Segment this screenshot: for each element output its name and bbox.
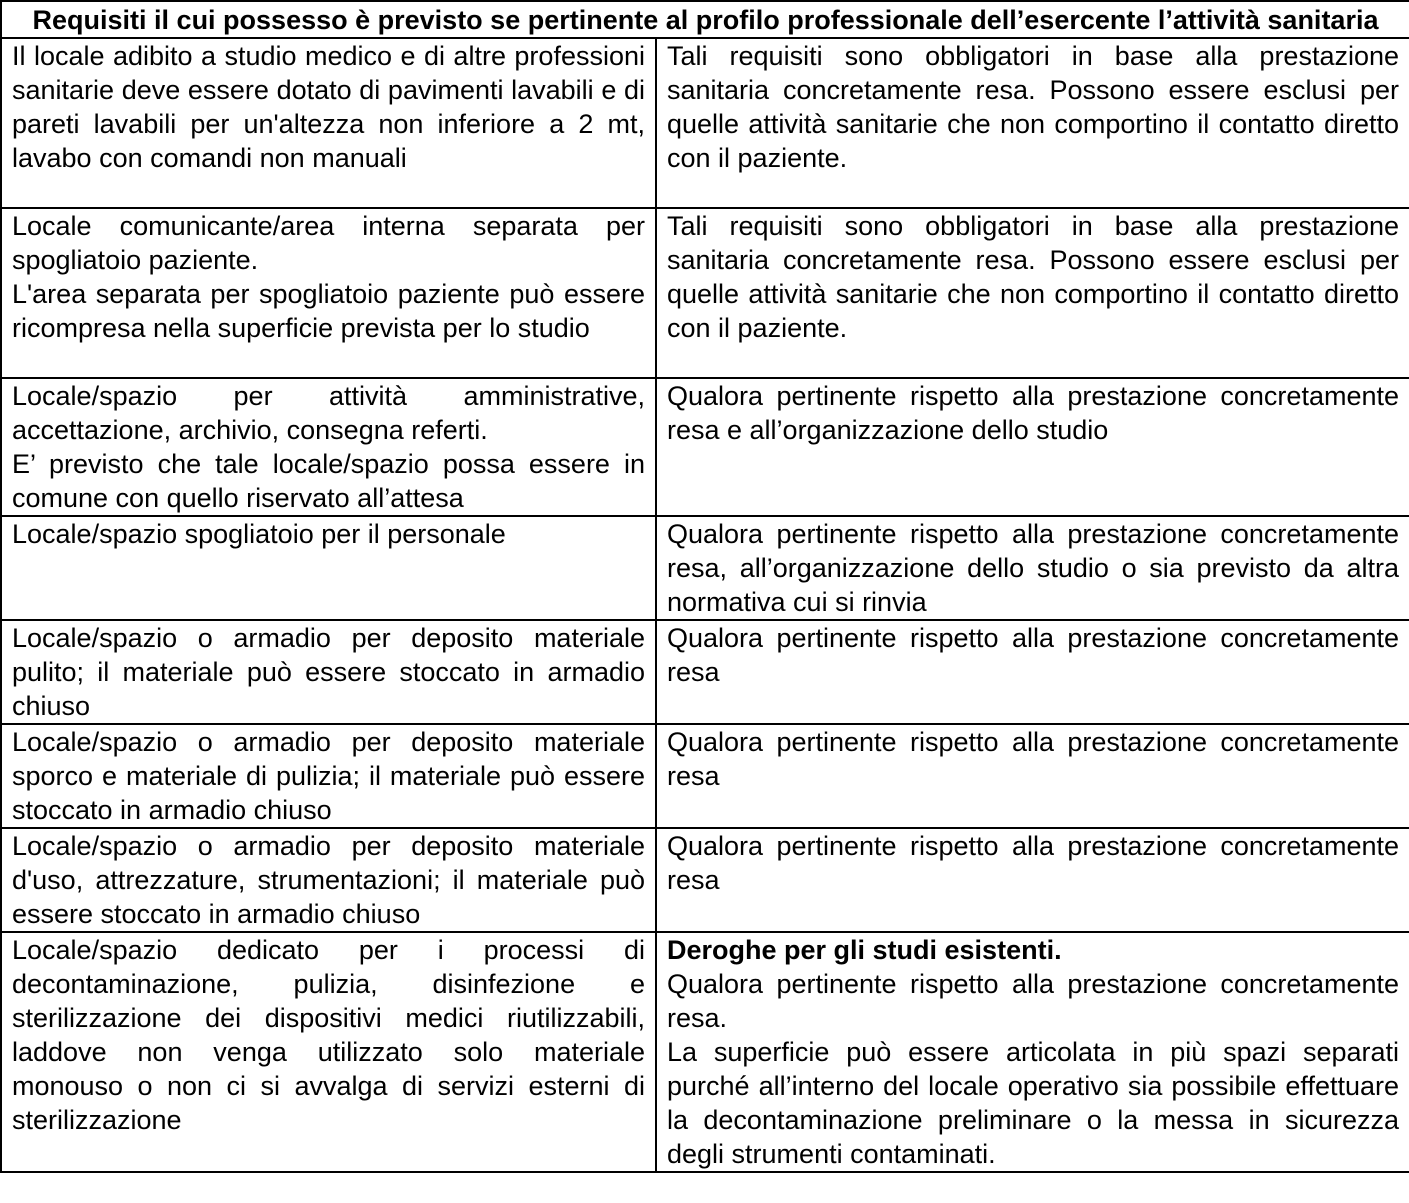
note-text: Qualora pertinente rispetto alla prestazione concretamente resa e all’organizzazione dello studio — [667, 381, 1400, 445]
note-cell — [656, 724, 1409, 828]
note-text: Tali requisiti sono obbligatori in base alla prestazione sanitaria concretamente resa. Possono essere esclusi per quelle attività sanitarie che non comportino il contatto diretto con il paziente. — [667, 41, 1400, 173]
requirement-cell — [1, 516, 656, 620]
table-row — [1, 932, 1409, 1172]
table-row — [1, 828, 1409, 932]
requirement-text: Locale/spazio spogliatoio per il personale — [12, 519, 506, 549]
table-row — [1, 208, 1409, 378]
requirement-cell — [1, 724, 656, 828]
note-cell — [656, 38, 1409, 208]
derogation-heading: Deroghe per gli studi esistenti. — [667, 935, 1062, 965]
requirement-text: Locale/spazio o armadio per deposito materiale pulito; il materiale può essere stoccato in armadio chiuso — [12, 623, 645, 721]
requirement-text: Il locale adibito a studio medico e di altre professioni sanitarie deve essere dotato di pavimenti lavabili e di pareti lavabili per un'altezza non inferiore a 2 mt, lavabo con comandi non manuali — [12, 41, 645, 173]
table-header: Requisiti il cui possesso è previsto se pertinente al profilo professionale dell’esercente l’attività sanitaria — [1, 1, 1409, 38]
requirement-text: Locale/spazio o armadio per deposito materiale sporco e materiale di pulizia; il materiale può essere stoccato in armadio chiuso — [12, 727, 645, 825]
requirement-cell — [1, 38, 656, 208]
table-row — [1, 516, 1409, 620]
requirement-cell — [1, 208, 656, 378]
requirement-text: Locale comunicante/area interna separata per spogliatoio paziente. — [12, 211, 645, 275]
note-text: Qualora pertinente rispetto alla prestazione concretamente resa — [667, 831, 1400, 895]
table-row — [1, 38, 1409, 208]
note-cell — [656, 516, 1409, 620]
note-text: Tali requisiti sono obbligatori in base alla prestazione sanitaria concretamente resa. Possono essere esclusi per quelle attività sanitarie che non comportino il contatto diretto con il paziente. — [667, 211, 1400, 343]
table-row — [1, 724, 1409, 828]
note-text: Qualora pertinente rispetto alla prestazione concretamente resa, all’organizzazione dello studio o sia previsto da altra normativa cui si rinvia — [667, 519, 1400, 617]
note-cell — [656, 620, 1409, 724]
note-cell — [656, 208, 1409, 378]
note-text: La superficie può essere articolata in più spazi separati purché all’interno del locale operativo sia possibile effettuare la decontaminazione preliminare o la messa in sicurezza degli strumenti contaminati. — [667, 1037, 1400, 1169]
requirement-text: Locale/spazio o armadio per deposito materiale d'uso, attrezzature, strumentazioni; il materiale può essere stoccato in armadio chiuso — [12, 831, 645, 929]
note-cell — [656, 932, 1409, 1172]
requirement-cell — [1, 828, 656, 932]
requirement-cell — [1, 378, 656, 516]
note-cell — [656, 378, 1409, 516]
note-text: Qualora pertinente rispetto alla prestazione concretamente resa — [667, 727, 1400, 791]
table-row — [1, 620, 1409, 724]
note-text: Qualora pertinente rispetto alla prestazione concretamente resa — [667, 623, 1400, 687]
table-row — [1, 378, 1409, 516]
requirement-text: E’ previsto che tale locale/spazio possa essere in comune con quello riservato all’attesa — [12, 449, 645, 513]
note-text: Qualora pertinente rispetto alla prestazione concretamente resa. — [667, 969, 1400, 1033]
requirement-text: L'area separata per spogliatoio paziente può essere ricompresa nella superficie prevista per lo studio — [12, 279, 645, 343]
requirement-text: Locale/spazio dedicato per i processi di decontaminazione, pulizia, disinfezione e sterilizzazione dei dispositivi medici riutilizzabili, laddove non venga utilizzato solo materiale monouso o non ci si avvalga di servizi esterni di sterilizzazione — [12, 935, 645, 1135]
requirement-text: Locale/spazio per attività amministrative, accettazione, archivio, consegna referti. — [12, 381, 645, 445]
note-cell — [656, 828, 1409, 932]
requirement-cell — [1, 932, 656, 1172]
table-header-row — [1, 1, 1409, 38]
requirement-cell — [1, 620, 656, 724]
